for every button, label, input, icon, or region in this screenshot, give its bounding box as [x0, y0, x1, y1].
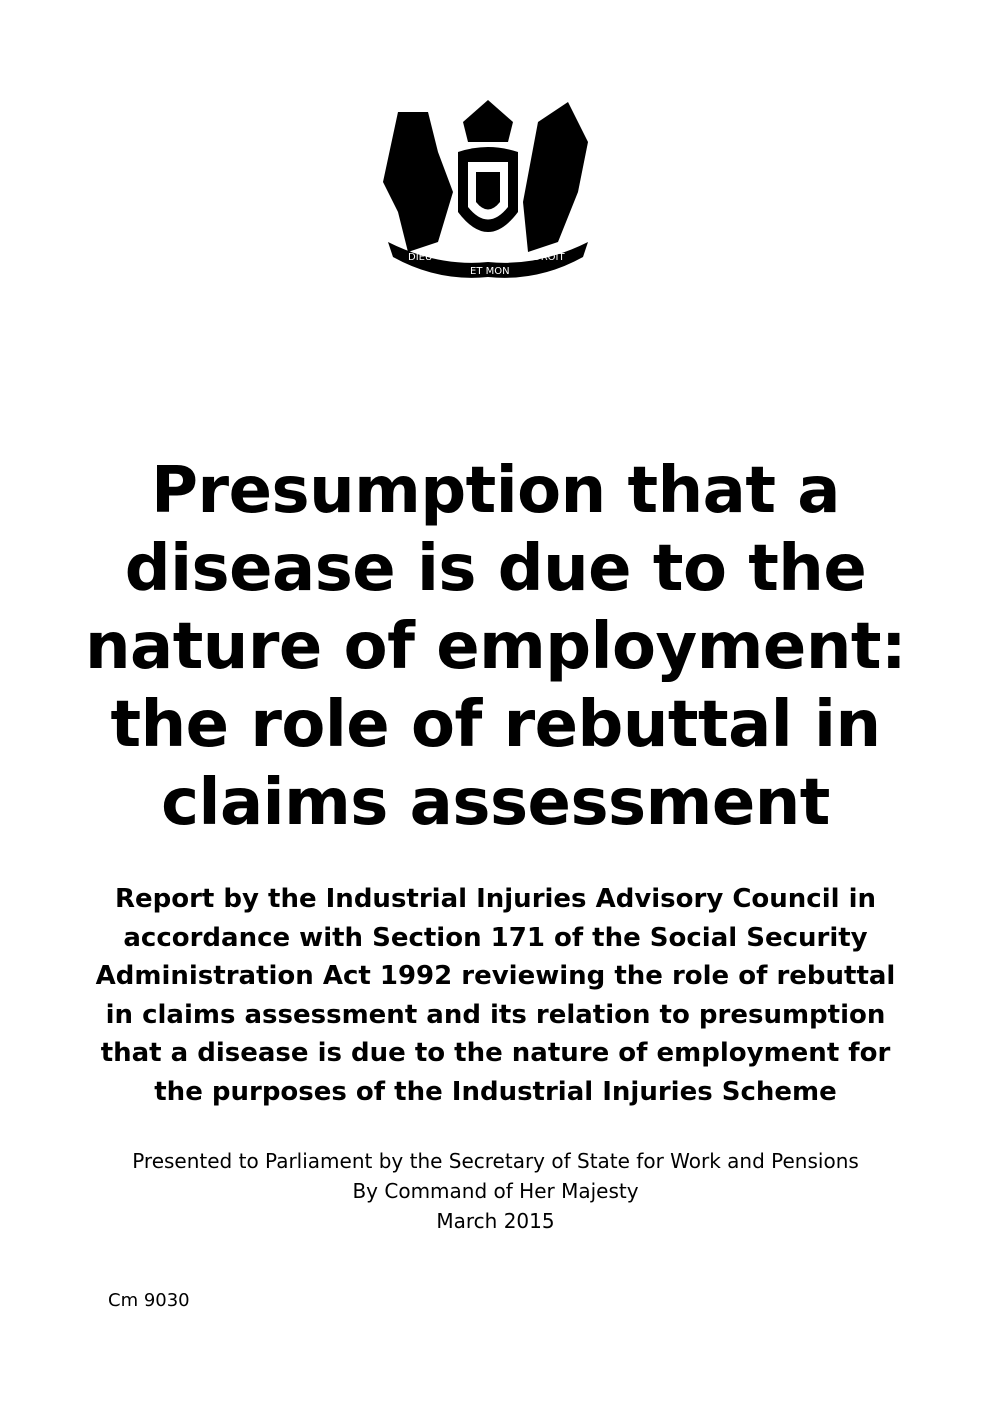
svg-text:DROIT: DROIT: [533, 252, 565, 263]
document-title: Presumption that a disease is due to the nature of employment: the role of rebuttal in claims assessment: [84, 454, 907, 840]
publication-date: March 2015: [436, 1209, 555, 1233]
svg-text:ET MON: ET MON: [470, 266, 510, 277]
command-line: By Command of Her Majesty: [352, 1179, 639, 1203]
svg-text:DIEU: DIEU: [408, 252, 433, 263]
command-number: Cm 9030: [108, 1290, 190, 1311]
royal-coat-of-arms-icon: [368, 92, 608, 282]
document-subtitle: Report by the Industrial Injuries Advisory Council in accordance with Section 171 of the Social Security Administration Act 1992 reviewing the role of rebuttal in claims assessment and its relation to presumption that a disease is due to the nature of employment for the purposes of the Industrial Injuries Scheme: [95, 884, 896, 1107]
presented-line: Presented to Parliament by the Secretary of State for Work and Pensions: [132, 1149, 859, 1173]
presentation-statement: [80, 1146, 911, 1236]
